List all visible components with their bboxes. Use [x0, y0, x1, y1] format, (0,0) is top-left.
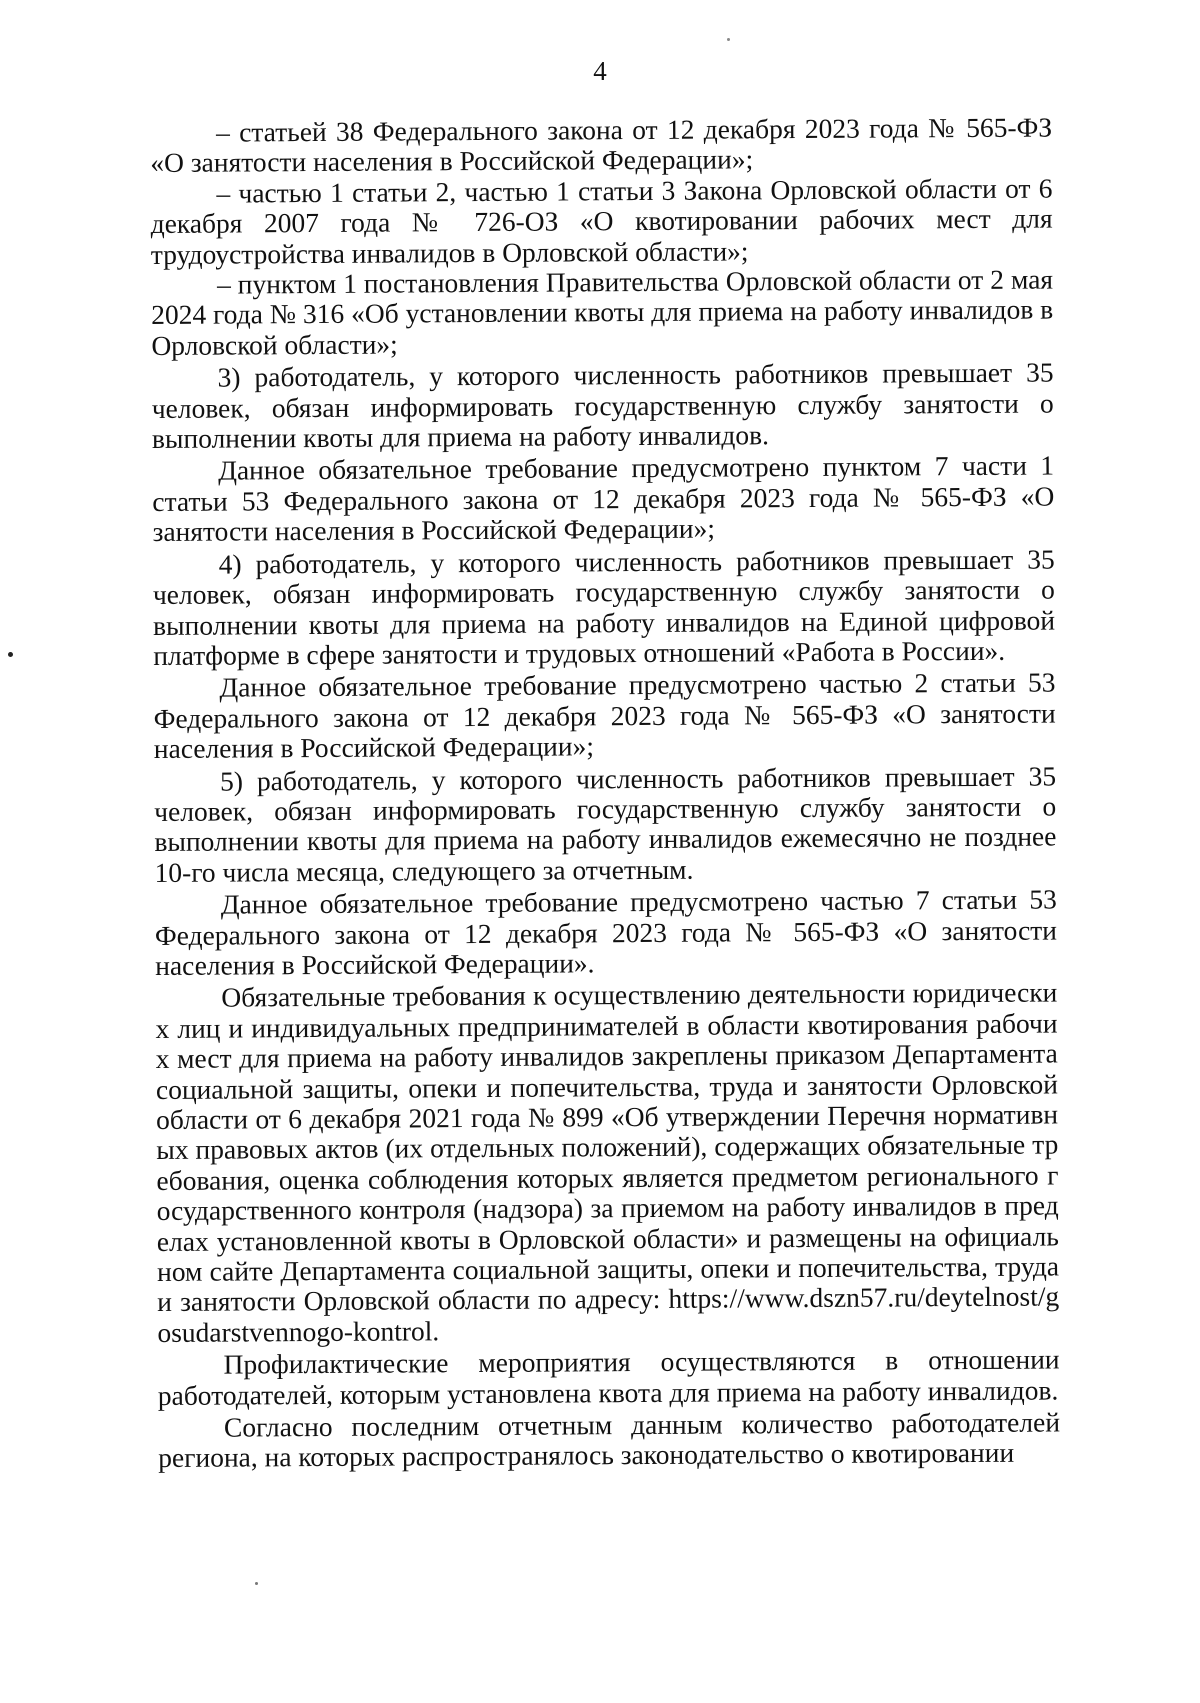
paragraph-law-565-article-38: – статьей 38 Федерального закона от 12 декабря 2023 года № 565-ФЗ «О занятости населения в Российской Федерации»; [150, 111, 1053, 179]
paragraph-requirement-item-4: Данное обязательное требование предусмотрено частью 2 статьи 53 Федерального закона от 12 декабря 2023 года № 565-ФЗ «О занятости населения в Российской Федерации»; [153, 666, 1056, 765]
paragraph-preventive-measures: Профилактические мероприятия осуществляются в отношении работодателей, которым установлена квота для приема на работу инвалидов. [157, 1343, 1060, 1411]
paragraph-requirement-item-5: Данное обязательное требование предусмотрено частью 7 статьи 53 Федерального закона от 12 декабря 2023 года № 565-ФЗ «О занятости населения в Российской Федерации». [154, 883, 1058, 981]
paragraph-requirement-item-3: Данное обязательное требование предусмотрено пунктом 7 части 1 статьи 53 Федерального закона от 12 декабря 2023 года № 565-ФЗ «О занятости населения в Российской Федерации»; [152, 449, 1055, 548]
paragraph-order-899: Обязательные требования к осуществлению деятельности юридических лиц и индивидуальных предпринимателей в области квотирования рабочих мест для приема на работу инвалидов закреплены приказом Департамента социальной защиты, опеки и попечительства, труда и занятости Орловской области от 6 декабря 2021 года № 899 «Об утверждении Перечня нормативных правовых актов (их отдельных положений), содержащих обязательные требования, оценка соблюдения которых является предметом регионального государственного контроля (надзора) за приемом на работу инвалидов в пределах установленной квоты в Орловской области» и размещены на официальном сайте Департамента социальной защиты, опеки и попечительства, труда и занятости Орловской области по адресу: https://www.dszn57.ru/deytelnost/gosudarstvennogo-kontrol. [155, 976, 1060, 1348]
page-number: 4 [593, 56, 607, 86]
paragraph-item-4: 4) работодатель, у которого численность работников превышает 35 человек, обязан информировать государственную службу занятости о выполнении квоты для приема на работу инвалидов на Единой цифровой платформе в сфере занятости и трудовых отношений «Работа в России». [152, 543, 1056, 671]
scan-speck [8, 652, 13, 657]
paragraph-item-3: 3) работодатель, у которого численность работников превышает 35 человек, обязан информировать государственную службу занятости о выполнении квоты для приема на работу инвалидов. [151, 356, 1054, 455]
scan-speck [255, 1582, 258, 1585]
scan-speck [727, 38, 730, 41]
paragraph-reporting-data: Согласно последним отчетным данным количество работодателей региона, на которых распространялось законодательство о квотировании [158, 1406, 1061, 1474]
paragraph-law-726-oz: – частью 1 статьи 2, частью 1 статьи 3 Закона Орловской области от 6 декабря 2007 года № 726-ОЗ «О квотировании рабочих мест для трудоустройства инвалидов в Орловской области»; [150, 172, 1053, 270]
document-body [150, 112, 1060, 1473]
paragraph-resolution-316: – пунктом 1 постановления Правительства Орловской области от 2 мая 2024 года № 316 «Об установлении квоты для приема на работу инвалидов в Орловской области»; [151, 263, 1054, 361]
paragraph-item-5: 5) работодатель, у которого численность работников превышает 35 человек, обязан информировать государственную службу занятости о выполнении квоты для приема на работу инвалидов ежемесячно не позднее 10-го числа месяца, следующего за отчетным. [154, 760, 1057, 888]
